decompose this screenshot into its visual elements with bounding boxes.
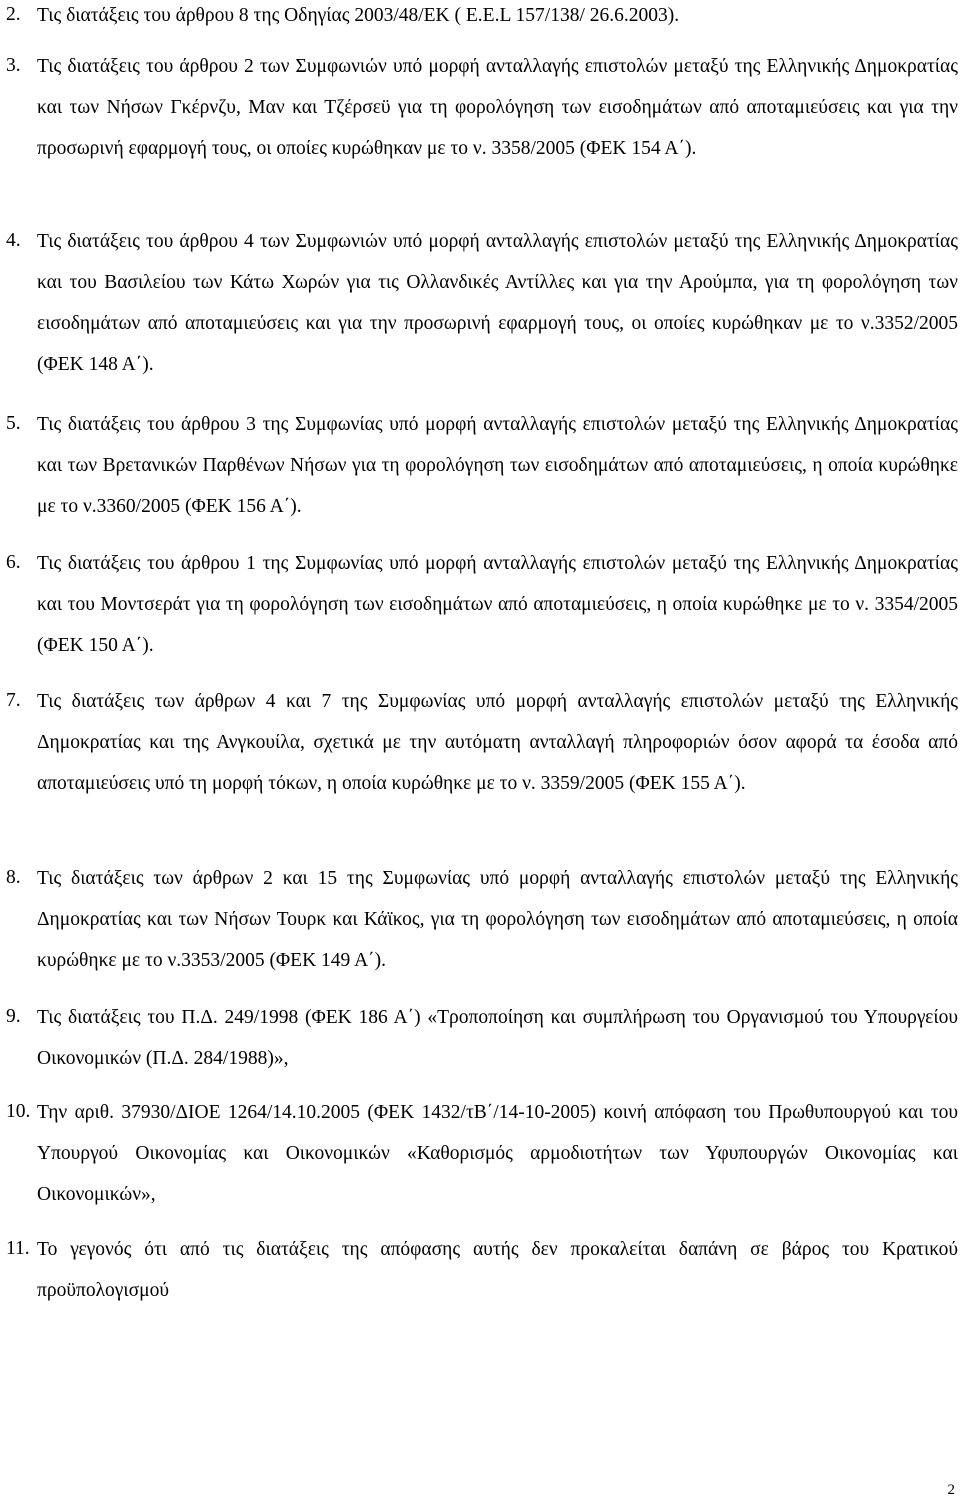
item-number: 4. <box>6 230 21 251</box>
item-text: Τις διατάξεις του άρθρου 1 της Συμφωνίας υπό μορφή ανταλλαγής επιστολών μεταξύ της Ελληνικής Δημοκρατίας και του Μοντσεράτ για τη φορολόγηση των εισοδημάτων από αποταμιεύσεις, η οποία κυρώθηκε με το ν. 3354/2005 (ΦΕΚ 150 Α΄). <box>37 552 958 656</box>
item-text: Τις διατάξεις του άρθρου 2 των Συμφωνιών υπό μορφή ανταλλαγής επιστολών μεταξύ της Ελληνικής Δημοκρατίας και των Νήσων Γκέρνζυ, Μαν και Τζέρσεϋ για τη φορολόγηση των εισοδημάτων από αποταμιεύσεις και για την προσωρινή εφαρμογή τους, οι οποίες κυρώθηκαν με το ν. 3358/2005 (ΦΕΚ 154 Α΄). <box>37 55 958 159</box>
item-text: Την αριθ. 37930/ΔΙΟΕ 1264/14.10.2005 (ΦΕΚ 1432/τΒ΄/14-10-2005) κοινή απόφαση του Πρωθυπουργού και του Υπουργού Οικονομίας και Οικονομικών «Καθορισμός αρμοδιοτήτων των Υφυπουργών Οικονομίας και Οικονομικών», <box>37 1101 958 1205</box>
item-text: Τις διατάξεις του άρθρου 4 των Συμφωνιών υπό μορφή ανταλλαγής επιστολών μεταξύ της Ελληνικής Δημοκρατίας και του Βασιλείου των Κάτω Χωρών για τις Ολλανδικές Αντίλλες και για την Αρούμπα, για τη φορολόγηση των εισοδημάτων από αποταμιεύσεις και για την προσωρινή εφαρμογή τους, οι οποίες κυρώθηκαν με το ν.3352/2005 (ΦΕΚ 148 Α΄). <box>37 230 958 375</box>
item-number: 5. <box>6 413 21 434</box>
item-number: 11. <box>6 1238 30 1259</box>
page-number: 2 <box>947 1482 955 1498</box>
item-text: Τις διατάξεις των άρθρων 2 και 15 της Συμφωνίας υπό μορφή ανταλλαγής επιστολών μεταξύ της Ελληνικής Δημοκρατίας και των Νήσων Τουρκ και Κάϊκος, για τη φορολόγηση των εισοδημάτων από αποταμιεύσεις, η οποία κυρώθηκε με το ν.3353/2005 (ΦΕΚ 149 Α΄). <box>37 867 958 971</box>
item-number: 3. <box>6 55 21 76</box>
item-number: 7. <box>6 690 21 711</box>
item-number: 2. <box>6 4 21 25</box>
item-text: Τις διατάξεις του άρθρου 3 της Συμφωνίας υπό μορφή ανταλλαγής επιστολών μεταξύ της Ελληνικής Δημοκρατίας και των Βρετανικών Παρθένων Νήσων για τη φορολόγηση των εισοδημάτων από αποταμιεύσεις, η οποία κυρώθηκε με το ν.3360/2005 (ΦΕΚ 156 Α΄). <box>37 413 958 517</box>
item-number: 10. <box>6 1101 31 1122</box>
item-text: Τις διατάξεις του άρθρου 8 της Οδηγίας 2003/48/ΕΚ ( Ε.Ε.L 157/138/ 26.6.2003). <box>37 4 680 26</box>
item-text: Τις διατάξεις του Π.Δ. 249/1998 (ΦΕΚ 186 Α΄) «Τροποποίηση και συμπλήρωση του Οργανισμού του Υπουργείου Οικονομικών (Π.Δ. 284/1988)», <box>37 1006 958 1069</box>
item-number: 8. <box>6 867 21 888</box>
item-number: 6. <box>6 552 21 573</box>
item-number: 9. <box>6 1006 21 1027</box>
item-text: Το γεγονός ότι από τις διατάξεις της απόφασης αυτής δεν προκαλείται δαπάνη σε βάρος του Κρατικού προϋπολογισμού <box>37 1238 958 1301</box>
item-text: Τις διατάξεις των άρθρων 4 και 7 της Συμφωνίας υπό μορφή ανταλλαγής επιστολών μεταξύ της Ελληνικής Δημοκρατίας και της Ανγκουίλα, σχετικά με την αυτόματη ανταλλαγή πληροφοριών όσον αφορά τα έσοδα από αποταμιεύσεις υπό τη μορφή τόκων, η οποία κυρώθηκε με το ν. 3359/2005 (ΦΕΚ 155 Α΄). <box>37 690 958 794</box>
